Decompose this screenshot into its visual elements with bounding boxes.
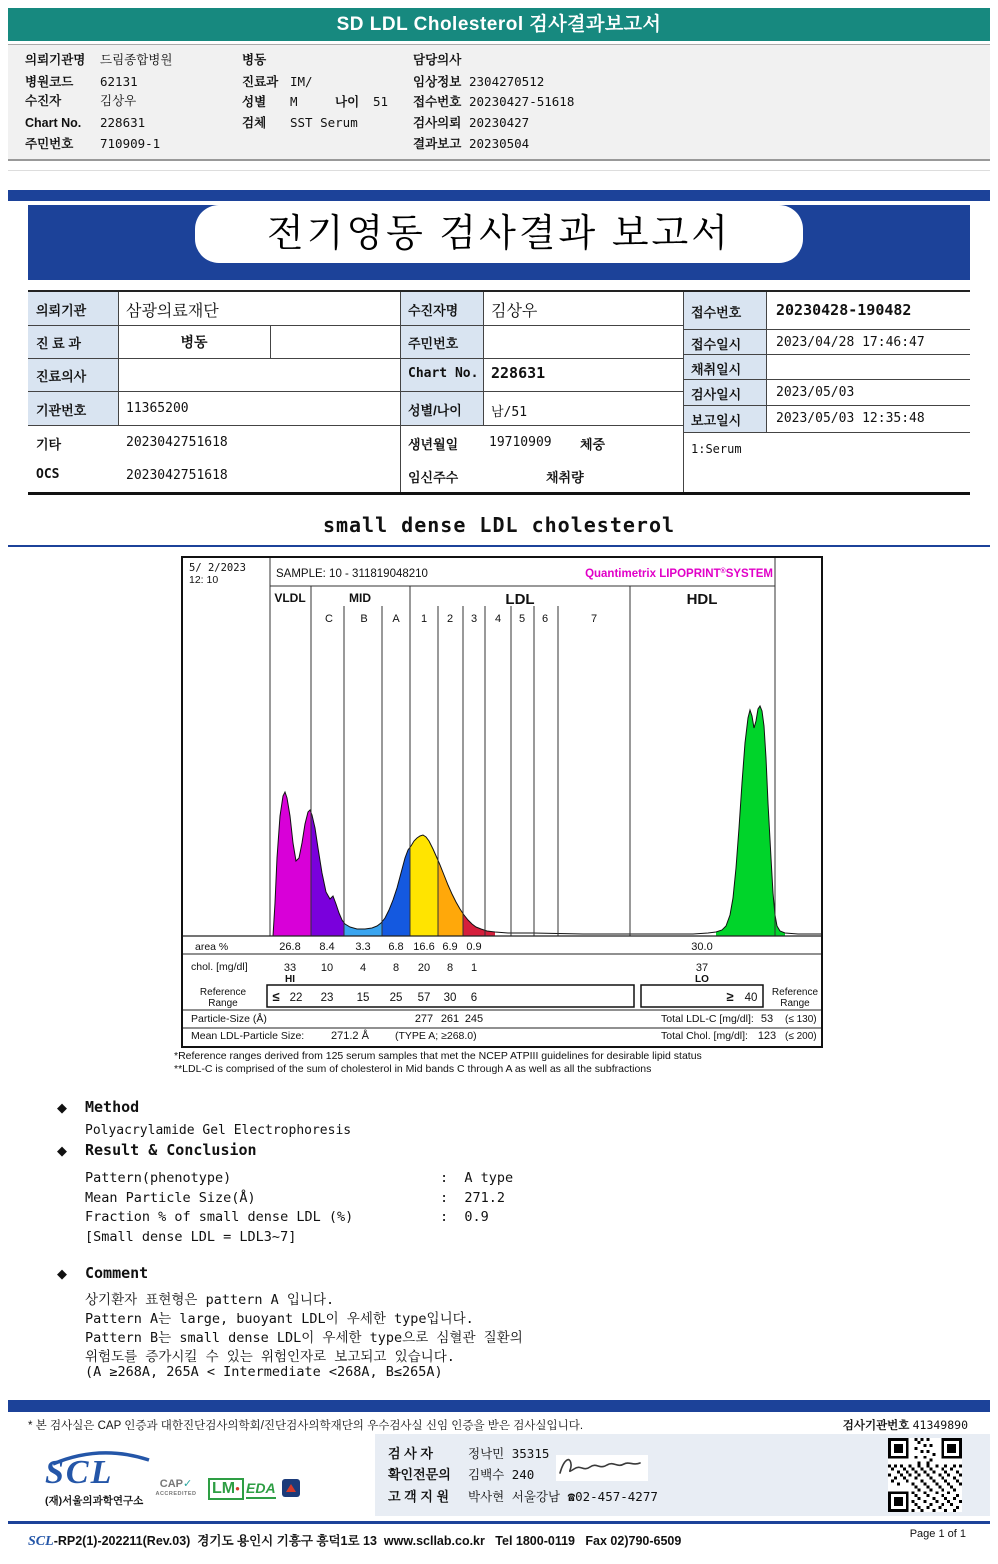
chol-value: 10	[320, 962, 334, 974]
chol-value: 8	[446, 962, 454, 974]
diamond-bullet-icon: ◆	[57, 1143, 67, 1158]
divider	[766, 292, 767, 432]
cap-sub-label: ACCREDITED	[155, 1491, 197, 1497]
comment-line: Pattern A는 large, buoyant LDL이 우세한 type입니다.	[85, 1311, 474, 1327]
comment-line: 상기환자 표현형은 pattern A 입니다.	[85, 1292, 335, 1308]
report-datetime-value: 2023/05/03 12:35:48	[776, 411, 925, 426]
accreditation-mark-icon	[282, 1479, 300, 1497]
ref-value: 15	[356, 992, 370, 1004]
flag-hi: HI	[285, 974, 295, 985]
doc-code-rest: -RP2(1)-202211(Rev.03)	[53, 1534, 191, 1548]
ref-value: 40	[744, 992, 758, 1004]
chol-value: 37	[695, 962, 709, 974]
row-label: 주민번호	[408, 336, 459, 351]
diamond-bullet-icon: ◆	[57, 1266, 67, 1281]
divider	[683, 432, 970, 433]
birthdate-value: 19710909	[489, 435, 552, 450]
particle-size-value: 277	[414, 1013, 434, 1025]
brand-suffix: SYSTEM	[725, 568, 773, 580]
qr-code	[888, 1438, 962, 1512]
field-report-date: 결과보고 20230504	[413, 136, 530, 151]
weight-label: 체중	[580, 437, 606, 452]
method-title: Method	[85, 1098, 140, 1116]
divider	[28, 358, 683, 359]
field-chart-no: Chart No. 228631	[25, 115, 146, 130]
support-value: 박사현 서울강남 ☎02-457-4277	[468, 1489, 658, 1504]
area-value: 26.8	[279, 941, 301, 953]
row-label: 채취일시	[691, 362, 742, 377]
result-label: Mean Particle Size(Å)	[85, 1190, 256, 1206]
specimen-note: 1:Serum	[691, 442, 742, 456]
scl-logo-text: SCL	[45, 1454, 114, 1491]
area-value: 6.9	[442, 941, 458, 953]
ref-range-label-right: Reference	[771, 987, 819, 998]
accession-no-value: 20230428-190482	[776, 301, 912, 319]
lm-logo	[208, 1478, 244, 1500]
row-label: 수진자명	[408, 303, 459, 318]
field-requesting-org: 의뢰기관명 드림종합병원	[25, 53, 173, 67]
registered-mark: ®	[720, 568, 726, 575]
area-value: 3.3	[355, 941, 371, 953]
accreditation-note: * 본 검사실은 CAP 인증과 대한진단검사의학회/진단검사의학재단의 우수검사실 신임 인증을 받은 검사실입니다.	[28, 1420, 584, 1432]
divider	[683, 292, 684, 492]
etc-value: 2023042751618	[126, 435, 228, 450]
result-value: 0.9	[464, 1209, 489, 1225]
section-title: small dense LDL cholesterol	[322, 513, 676, 537]
flame-icon	[286, 1484, 296, 1492]
chart-time: 12: 10	[189, 574, 219, 586]
test-date-value: 2023/05/03	[776, 385, 855, 400]
band-label: C	[325, 613, 333, 625]
scl-logo-arc	[45, 1444, 155, 1466]
field-ward: 병동	[242, 53, 267, 67]
footer-navy-bar	[8, 1400, 990, 1412]
field-resident-no: 주민번호 710909-1	[25, 136, 161, 151]
patient-header-strip	[8, 44, 990, 161]
ref-ge-symbol: ≥	[726, 989, 734, 1004]
support-label: 고 객 지 원	[388, 1489, 450, 1504]
lab-number-label: 검사기관번호	[842, 1420, 910, 1432]
result-row-pattern	[85, 1170, 513, 1186]
ref-le-symbol: ≤	[272, 989, 280, 1004]
main-title: 전기영동 검사결과 보고서	[195, 205, 803, 263]
check-icon: ✓	[183, 1478, 193, 1490]
eda-logo	[246, 1480, 276, 1499]
ldl3-region	[463, 914, 495, 937]
row-label: 접수번호	[691, 305, 742, 320]
row-label: 기관번호	[36, 403, 87, 418]
chart-footnote-2: **LDL-C is comprised of the sum of cholesterol in Mid bands C through A as well as all the subfractions	[174, 1063, 652, 1075]
ref-value: 30	[443, 992, 457, 1004]
group-label-ldl: LDL	[505, 591, 535, 608]
area-value: 0.9	[466, 941, 482, 953]
document-code-line	[28, 1531, 681, 1550]
divider	[8, 1521, 990, 1524]
divider	[28, 325, 683, 326]
row-label: Chart No.	[408, 366, 479, 381]
particle-size-value: 261	[440, 1013, 460, 1025]
ref-value: 22	[289, 992, 303, 1004]
area-value: 30.0	[691, 941, 713, 953]
confirming-physician-row	[388, 1464, 534, 1483]
divider	[400, 292, 401, 492]
field-sex-age: 성별 M 나이 51	[242, 94, 389, 109]
result-conclusion-title: Result & Conclusion	[85, 1141, 257, 1159]
ref-range-label: Reference	[199, 987, 247, 998]
physician-label: 확인전문의	[388, 1467, 451, 1482]
particle-size-label: Particle-Size (Å)	[191, 1013, 267, 1025]
band-label: 3	[470, 613, 478, 625]
comment-line: Pattern B는 small dense LDL이 우세한 type으로 심혈관 질환의	[85, 1330, 523, 1346]
result-label: Pattern(phenotype)	[85, 1170, 232, 1186]
field-doctor: 담당의사	[413, 53, 462, 67]
band-label: 4	[494, 613, 502, 625]
group-label-vldl: VLDL	[274, 591, 306, 605]
report-title-banner	[8, 8, 990, 41]
lab-url: www.scllab.co.kr	[383, 1534, 485, 1548]
field-test-request-date: 검사의뢰 20230427	[413, 115, 530, 130]
ref-range-label: Range	[208, 998, 238, 1009]
scl-logo	[45, 1448, 175, 1508]
chart-footnote-1: *Reference ranges derived from 125 serum samples that met the NCEP ATPIII guidelines for desirable lipid status	[174, 1050, 702, 1062]
field-specimen: 검체 SST Serum	[242, 115, 358, 130]
lab-number	[843, 1417, 968, 1433]
group-label-hdl: HDL	[686, 591, 718, 608]
divider	[683, 329, 970, 330]
mean-particle-type: (TYPE A; ≥268.0)	[395, 1030, 477, 1042]
ref-value: 57	[417, 992, 431, 1004]
band-label: 2	[446, 613, 454, 625]
area-value: 8.4	[319, 941, 335, 953]
row-label: 검사일시	[691, 387, 742, 402]
ref-value: 6	[470, 992, 478, 1004]
area-value: 6.8	[388, 941, 404, 953]
chol-value: 20	[417, 962, 431, 974]
divider	[28, 425, 683, 426]
row-label: 접수일시	[691, 337, 742, 352]
customer-support-row	[388, 1486, 658, 1505]
colon: :	[440, 1209, 449, 1225]
signature	[556, 1455, 648, 1481]
group-label-mid: MID	[349, 591, 371, 605]
mean-particle-label: Mean LDL-Particle Size:	[191, 1030, 305, 1042]
row-label: 진료의사	[36, 369, 87, 384]
chol-value: 4	[359, 962, 367, 974]
band-label: A	[392, 613, 400, 625]
divider	[683, 354, 970, 355]
received-datetime-value: 2023/04/28 17:46:47	[776, 335, 925, 350]
scl-org-name: (재)서울의과학연구소	[45, 1495, 144, 1507]
order-info-table	[28, 290, 970, 495]
flag-lo: LO	[695, 974, 709, 985]
eda-underline	[246, 1497, 276, 1499]
main-title-banner	[28, 205, 970, 280]
divider	[8, 170, 990, 171]
doc-code-scl: SCL	[28, 1534, 54, 1549]
result-note: [Small dense LDL = LDL3~7]	[85, 1229, 297, 1245]
examiner-label: 검 사 자	[388, 1446, 433, 1461]
total-chol-ref: (≤ 200)	[785, 1031, 817, 1042]
result-row-mean-size	[85, 1190, 505, 1206]
chart-no-value: 228631	[491, 364, 546, 382]
row-label: 기타	[36, 437, 62, 452]
comment-line: (A ≥268A, 265A < Intermediate <268A, B≤265A)	[85, 1364, 443, 1380]
total-chol-label: Total Chol. [mg/dl]:	[661, 1030, 748, 1042]
cap-accredited-logo	[150, 1480, 202, 1498]
requesting-org-value: 삼광의료재단	[126, 303, 219, 320]
colon: :	[440, 1170, 449, 1186]
page-number: Page 1 of 1	[909, 1528, 966, 1540]
lipoprint-brand	[585, 567, 773, 580]
chol-value: 33	[283, 962, 297, 974]
result-row-fraction	[85, 1209, 489, 1225]
ocs-value: 2023042751618	[126, 468, 228, 483]
row-label: 진 료 과	[36, 336, 81, 351]
lab-number-value: 41349890	[912, 1418, 968, 1432]
lab-fax: Fax 02)790-6509	[585, 1534, 682, 1548]
row-label: 보고일시	[691, 413, 742, 428]
area-value: 16.6	[413, 941, 435, 953]
field-clinical-info: 임상정보 2304270512	[413, 74, 545, 89]
lab-address: 경기도 용인시 기흥구 흥덕1로 13	[197, 1534, 377, 1548]
band-label: B	[360, 613, 368, 625]
field-patient-name: 수진자 김상우	[25, 94, 137, 108]
navy-top-bar	[8, 190, 990, 201]
mean-particle-value: 271.2 Å	[331, 1030, 369, 1042]
sex-age-value: 남/51	[491, 405, 528, 420]
ldl2-region	[438, 860, 463, 936]
total-ldl-ref: (≤ 130)	[785, 1014, 817, 1025]
lab-tel: Tel 1800-0119	[495, 1534, 575, 1548]
divider	[270, 325, 271, 358]
total-ldl-value: 53	[760, 1013, 774, 1025]
signature-stroke	[556, 1455, 644, 1479]
ref-value: 25	[389, 992, 403, 1004]
divider	[683, 405, 970, 406]
field-department: 진료과 IM/	[242, 74, 313, 89]
sample-id: SAMPLE: 10 - 311819048210	[276, 568, 428, 580]
row-label: 성별/나이	[408, 403, 462, 418]
band-label: 5	[518, 613, 526, 625]
field-accession-no: 접수번호 20230427-51618	[413, 94, 575, 109]
row-label: OCS	[36, 467, 60, 482]
examiner-value: 정낙민 35315	[468, 1446, 550, 1461]
brand-name: Quantimetrix LIPOPRINT	[585, 568, 721, 580]
patient-name-value: 김상우	[491, 303, 538, 320]
row-label: 의뢰기관	[36, 303, 87, 318]
cap-label: CAP	[159, 1478, 183, 1490]
qr-pattern	[888, 1438, 962, 1512]
row-label: 임신주수	[408, 470, 459, 485]
collection-amount-label: 채취량	[546, 470, 584, 485]
divider	[28, 391, 683, 392]
method-body: Polyacrylamide Gel Electrophoresis	[85, 1123, 352, 1138]
lm-label: LM	[212, 1480, 236, 1497]
examiner-row	[388, 1443, 549, 1462]
divider	[683, 379, 970, 380]
particle-size-value: 245	[464, 1013, 484, 1025]
band-label: 6	[541, 613, 549, 625]
eda-label: EDA	[246, 1480, 276, 1496]
band-label: 7	[590, 613, 598, 625]
ref-range-label-right: Range	[780, 998, 810, 1009]
ref-value: 23	[320, 992, 334, 1004]
result-value: 271.2	[464, 1190, 506, 1206]
result-value: A type	[464, 1170, 514, 1186]
row-label: 생년월일	[408, 437, 459, 452]
divider	[8, 545, 990, 547]
result-label: Fraction % of small dense LDL (%)	[85, 1209, 354, 1225]
physician-value: 김백수 240	[468, 1467, 535, 1482]
chart-date: 5/ 2/2023	[189, 562, 246, 574]
comment-title: Comment	[85, 1264, 149, 1282]
colon: :	[440, 1190, 449, 1206]
diamond-bullet-icon: ◆	[57, 1100, 67, 1115]
chol-row-label: chol. [mg/dl]	[191, 961, 248, 973]
lipoprint-chart-panel	[181, 556, 823, 1048]
org-no-value: 11365200	[126, 401, 189, 416]
total-ldl-label: Total LDL-C [mg/dl]:	[661, 1013, 754, 1025]
area-row-label: area %	[195, 941, 229, 953]
field-hospital-code: 병원코드 62131	[25, 74, 138, 89]
comment-line: 위험도를 증가시킬 수 있는 위험인자로 보고되고 있습니다.	[85, 1349, 455, 1365]
vldl-peak	[273, 792, 311, 936]
report-title: SD LDL Cholesterol 검사결과보고서	[336, 14, 662, 35]
band-label: 1	[420, 613, 428, 625]
lm-dot-icon: ●	[235, 1484, 240, 1493]
lipoprint-chart	[183, 558, 821, 1046]
ward-value: 병동	[180, 334, 208, 350]
total-chol-value: 123	[757, 1030, 777, 1042]
chol-value: 1	[470, 962, 478, 974]
chol-value: 8	[392, 962, 400, 974]
